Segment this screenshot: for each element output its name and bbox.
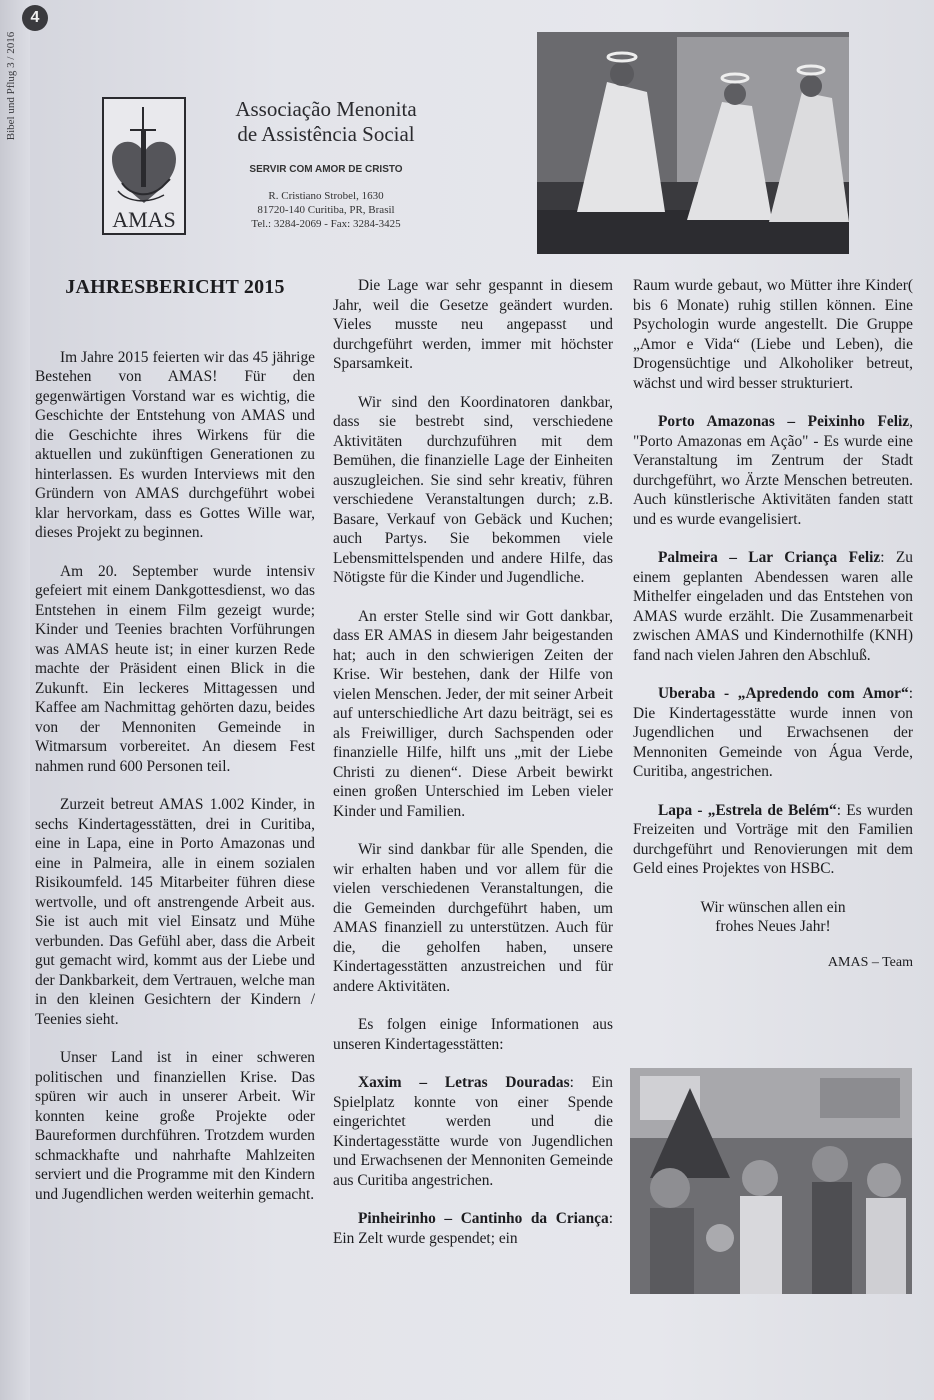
org-header	[196, 97, 456, 231]
col2-paragraph-1: Die Lage war sehr gespannt in diesem Jahr, weil die Gesetze geändert wurden. Vieles musste neu angepasst und durchgeführt werden, immer mit höchster Sparsamkeit.	[333, 277, 613, 372]
org-motto: SERVIR COM AMOR DE CRISTO	[249, 164, 403, 175]
page-spine	[0, 0, 30, 1400]
xaxim-text: : Ein Spielplatz konnte von einer Spende eingerichtet werden und die Kindertagesstätte wurde von Jugendlichen und Erwachsenen der Mennoniten Gemeinde aus Curitiba angestrichen.	[333, 1074, 614, 1189]
col1-paragraph-1: Im Jahre 2015 feierten wir das 45 jährige Bestehen von AMAS! Für den gegenwärtigen Vorstand war es wichtig, die Geschichte der Entstehung von AMAS und die Geschichte ihres Wirkens für die aktuellen und zukünftigen Generationen zu hinterlassen. Es wurden Interviews mit den Gründern von AMAS durchgeführt wobei klar hervorkam, dass es Gottes Wille war, dieses Projekt zu beginnen.	[35, 348, 315, 541]
porto-amazonas-section	[633, 412, 913, 529]
closing-line-2: frohes Neues Jahr!	[715, 918, 831, 935]
porto-amazonas-text: , "Porto Amazonas em Ação" - Es wurde eine Veranstaltung im Zentrum der Stadt durchgeführt, wo Ärzte Menschen betreuten. Auch künstlerische Aktivitäten fanden statt und es wurde evangelisiert.	[633, 413, 913, 528]
uberaba-section	[633, 684, 913, 782]
uberaba-text: : Die Kindertagesstätte wurde innen von Jugendlichen und Erwachsenen der Mennoniten Gemeinde von Água Verde, Curitiba, angestrichen.	[633, 685, 913, 780]
logo-wordmark: AMAS	[112, 207, 176, 232]
palmeira-text: : Zu einem geplanten Abendessen waren alle Mithelfer eingeladen und das Entstehen von AMAS wurde erzählt. Die Zusammenarbeit zwischen AMAS und Kindernothilfe (KNH) fand nach vielen Jahren den Abschluß.	[633, 549, 913, 664]
lapa-text: : Es wurden Freizeiten und Vorträge mit den Familien durchgeführt und Renovierungen mit dem Geld eines Projektes von HSBC.	[633, 801, 913, 877]
xaxim-section	[333, 1073, 613, 1190]
closing-greeting	[633, 898, 913, 937]
address-street: R. Cristiano Strobel, 1630	[268, 190, 384, 202]
amas-logo	[102, 97, 186, 235]
page-number-badge: 4	[22, 5, 48, 31]
heart-cross-icon	[104, 99, 184, 233]
address-city: 81720-140 Curitiba, PR, Brasil	[257, 204, 395, 216]
org-name-line1: Associação Menonita	[235, 97, 417, 121]
signature: AMAS – Team	[827, 954, 913, 970]
xaxim-heading: Xaxim – Letras Douradas	[358, 1074, 570, 1091]
pinheirinho-heading: Pinheirinho – Cantinho da Criança	[358, 1210, 609, 1227]
col3-paragraph-1: Raum wurde gebaut, wo Mütter ihre Kinder( bis 6 Monate) ruhig stillen können. Eine Psychologin wurde angestellt. Die Gruppe „Amor e Vida“ (Liebe und Leben), die Drogensüchtige und Alkoholiker betreut, wächst und wird besser strukturiert.	[633, 277, 913, 392]
porto-amazonas-heading: Porto Amazonas – Peixinho Feliz	[658, 413, 910, 430]
col2-paragraph-2: Wir sind den Koordinatoren dankbar, dass sie bestrebt sind, verschiedene Aktivitäten durchzuführen mit dem Bemühen, die finanzielle Lage der Einheiten auszugleichen. Sie sind sehr kreativ, führen verschiedene Veranstaltungen durch; z.B. Basare, Verkauf von Gebäck und Kuchen; auch Partys. Sie bekommen viele Lebensmittelspenden und andere Hilfe, das Nötigste für die Kinder und Jugendliche.	[333, 393, 613, 586]
lapa-section	[633, 801, 913, 879]
col1-paragraph-2: Am 20. September wurde intensiv gefeiert mit einem Dankgottesdienst, wo das Entstehen in einem Film gezeigt wurde; Kinder und Teenies brachten Vorführungen was AMAS heute ist; in einer kurzen Rede machte der Präsident einen Blick in die Zukunft. Ein leckeres Mittagessen und Kaffee am Nachmittag gehörten dazu, beides von der Mennoniten Gemeinde in Witmarsum vorbereitet. An diesem Fest nahmen rund 600 Personen teil.	[35, 562, 315, 775]
col1-paragraph-3: Zurzeit betreut AMAS 1.002 Kinder, in sechs Kindertagesstätten, drei in Curitiba, eine in Lapa, eine in Porto Amazonas und eine in Palmeira, alle in einem sozialen Risikoumfeld. 145 Mitarbeiter führen diese wertvolle, und oft anstrengende Arbeit aus. Sie ist auch mit viel Einsatz und Mühe verbunden. Das Gefühl aber, dass die Arbeit gut gemacht wird, kommt aus der Liebe und der Dankbarkeit, dem Vertrauen, welche man in den kleinen Gesichtern der Kindern / Teenies sieht.	[35, 796, 315, 1028]
col2-paragraph-5: Es folgen einige Informationen aus unseren Kindertagesstätten:	[333, 1016, 613, 1053]
children-group-photo	[630, 1068, 912, 1294]
palmeira-section	[633, 548, 913, 665]
col1-paragraph-4: Unser Land ist in einer schweren politischen und finanziellen Krise. Das spüren wir auch in unserer Arbeit. Wir konnten keine große Projekte oder Baureformen durchführen. Trotzdem wurden schmackhafte und nahrhafte Mahlzeiten serviert und die Programme mit den Kindern und Jugendlichen werden weiterhin gemacht.	[35, 1049, 315, 1203]
palmeira-heading: Palmeira – Lar Criança Feliz	[658, 549, 881, 566]
article-column-2	[333, 276, 613, 1267]
col2-paragraph-3: An erster Stelle sind wir Gott dankbar, dass ER AMAS in diesem Jahr beigestanden hat; auch in den schwierigen Zeiten der Krise. Wir bestehen, dank der Hilfe von vielen Menschen. Jeder, der mit seiner Arbeit auf unterschiedliche Art dazu beiträgt, sei es als Freiwilliger, durch Sachspenden oder finanzielle Hilfe, hilft uns „mit der Liebe Christi zu dienen“. Diese Arbeit bewirkt einen großen Unterschied im Leben vieler Kinder und Familien.	[333, 607, 613, 820]
address-phone: Tel.: 3284-2069 - Fax: 3284-3425	[251, 218, 401, 230]
article-column-1	[35, 278, 315, 1223]
pinheirinho-text: : Ein Zelt wurde gespendet; ein	[333, 1210, 613, 1247]
pinheirinho-section	[333, 1209, 613, 1248]
side-label: Bibel und Pflug 3 / 2016	[5, 31, 17, 141]
closing-line-1: Wir wünschen allen ein	[700, 898, 846, 916]
angels-performance-photo	[537, 32, 849, 254]
lapa-heading: Lapa - „Estrela de Belém“	[658, 801, 837, 819]
col2-paragraph-4: Wir sind dankbar für alle Spenden, die wir erhalten haben und vor allem für die vielen verschiedenen Veranstaltungen, die die Gemeinden durchgeführt haben, um AMAS finanziell zu unterstützen. Auch für die, die geholfen haben, unsere Kindertagesstätten anzustreichen und für andere Aktivitäten.	[333, 841, 613, 995]
uberaba-heading: Uberaba - „Apredendo com Amor“	[658, 685, 909, 702]
article-title: JAHRESBERICHT 2015	[65, 276, 285, 298]
article-column-3	[633, 276, 913, 991]
org-name-line2: de Assistência Social	[237, 122, 415, 146]
